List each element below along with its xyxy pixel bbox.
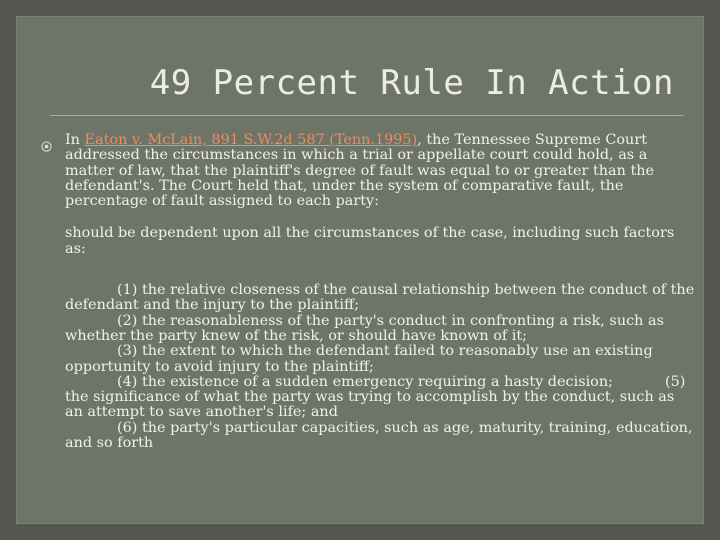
factors-list — [65, 283, 695, 451]
factor-item — [65, 375, 695, 421]
intro-after: , the Tennessee Supreme Court addressed the circumstances in which a trial or appellate court could hold, as a matter of law, that the plaintiff's degree of fault was equal to or greater than the defendant's. The Court held that, under the system of comparative fault, the percentage of fault assigned to each party: — [65, 132, 655, 210]
factor-number: (6) — [117, 419, 138, 436]
factor-text: the relative closeness of the causal relationship between the conduct of the defendant and the injury to the plaintiff; — [65, 282, 695, 314]
slide — [16, 16, 704, 524]
target-bullet-icon — [41, 141, 52, 152]
title-divider — [50, 115, 684, 116]
slide-title: 49 Percent Rule In Action — [149, 63, 674, 103]
factor-text: the extent to which the defendant failed to reasonably use an existing opportunity to avoid injury to the plaintiff; — [65, 343, 653, 375]
factor-item — [65, 344, 695, 375]
factor-number: (5) — [664, 373, 686, 390]
case-citation-link[interactable]: Eaton v. McLain, 891 S.W.2d 587 (Tenn.1995) — [84, 132, 418, 148]
factor-item — [65, 421, 695, 452]
factor-number: (3) — [117, 343, 138, 360]
factor-text: the party's particular capacities, such as age, maturity, training, education, and so forth — [65, 419, 693, 452]
factor-item — [65, 283, 695, 314]
factor-number: (2) — [117, 312, 138, 329]
factor-text: the existence of a sudden emergency requiring a hasty decision; — [137, 373, 613, 390]
factor-number: (1) — [117, 282, 138, 299]
intro-paragraph — [65, 133, 695, 209]
factor-item — [65, 314, 695, 345]
intro-before: In — [65, 132, 85, 148]
factor-number: (4) — [117, 373, 138, 390]
factors-intro-paragraph: should be dependent upon all the circumstances of the case, including such factors as: — [65, 225, 675, 257]
slide-body — [65, 133, 695, 451]
factor-text: the reasonableness of the party's conduct in confronting a risk, such as whether the party knew of the risk, or should have known of it; — [65, 312, 664, 344]
factor-text: the significance of what the party was trying to accomplish by the conduct, such as an attempt to save another's life; and — [65, 389, 675, 421]
